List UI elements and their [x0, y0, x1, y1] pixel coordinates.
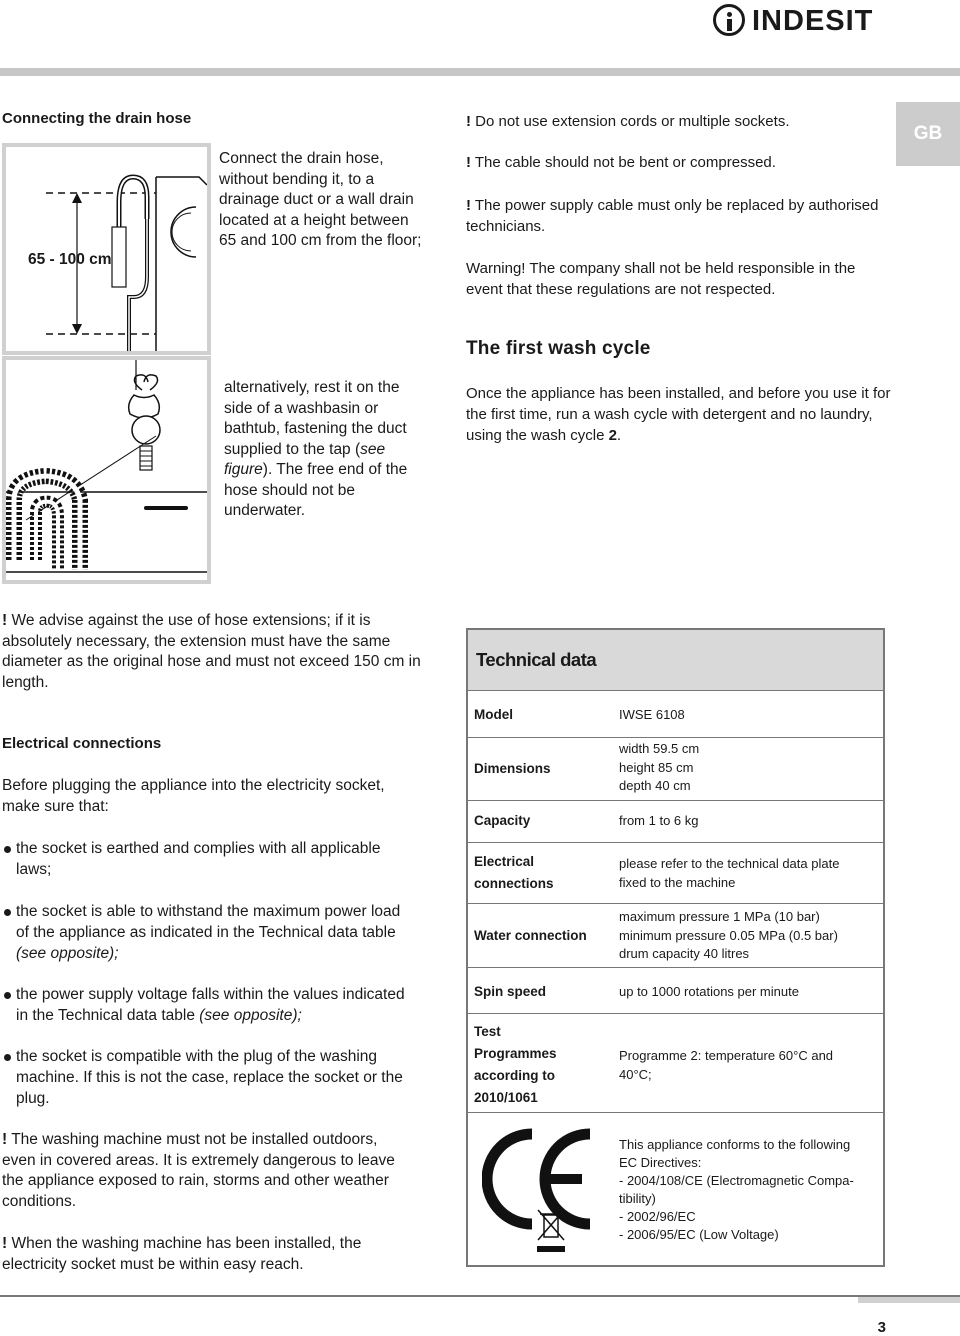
- safety-note-2: [466, 152, 886, 173]
- indesit-logo: [713, 4, 889, 40]
- safety-note-text: The cable should not be bent or compressed.: [471, 154, 776, 171]
- responsibility-warning: Warning! The company shall not be held responsible in the event that these regulations are not respected.: [466, 260, 856, 298]
- ec-line: EC Directives:: [619, 1155, 702, 1170]
- electrical-value-line: please refer to the technical data plate: [619, 856, 840, 871]
- row-divider: [468, 903, 883, 904]
- language-tab: GB: [896, 102, 960, 166]
- dimensions-value: [619, 740, 699, 796]
- hose-extension-warning: [2, 611, 422, 693]
- electrical-label-line: connections: [474, 876, 554, 891]
- ce-mark-icon: [482, 1126, 612, 1256]
- test-value-line: Programme 2: temperature 60°C and: [619, 1048, 834, 1063]
- test-programmes-value: [619, 1047, 833, 1084]
- spin-speed-value: up to 1000 rotations per minute: [619, 984, 799, 999]
- drain-paragraph-1: Connect the drain hose, without bending it, to a drainage duct or a wall drain located at a height between 65 and 100 cm from the floor;: [219, 150, 422, 249]
- max-pressure-value: maximum pressure 1 MPa (10 bar): [619, 909, 820, 924]
- footer-accent: [858, 1297, 960, 1303]
- model-value: IWSE 6108: [619, 707, 685, 722]
- first-wash-end: .: [616, 427, 622, 444]
- test-label-line: 2010/1061: [474, 1090, 538, 1105]
- height-range-label: 65 - 100 cm: [28, 251, 112, 268]
- safety-note-text: Do not use extension cords or multiple sockets.: [471, 113, 790, 130]
- row-divider: [468, 842, 883, 843]
- first-wash-heading: The first wash cycle: [466, 338, 651, 359]
- drain-height-figure: [2, 143, 211, 355]
- technical-data-header: [468, 630, 883, 691]
- water-connection-value: [619, 908, 838, 964]
- first-wash-body: Once the appliance has been installed, and before you use it for the first time, run a wash cycle with detergent and no laundry, using the wash cycle: [466, 385, 891, 444]
- see-opposite-ref: (see opposite);: [199, 1007, 302, 1024]
- warning-mark: !: [466, 197, 471, 214]
- electrical-check-item: [0, 901, 405, 964]
- warning-mark: !: [466, 154, 471, 171]
- electrical-value: [619, 855, 839, 892]
- wash-cycle-number: 2: [608, 427, 617, 444]
- row-divider: [468, 737, 883, 738]
- ec-line: - 2004/108/CE (Electromagnetic Compa-: [619, 1173, 854, 1188]
- drain-duct-illustration: [6, 147, 207, 351]
- ec-line: tibility): [619, 1191, 656, 1206]
- technical-data-title: Technical data: [476, 649, 597, 670]
- washbasin-tap-illustration: [6, 360, 207, 580]
- capacity-value: from 1 to 6 kg: [619, 813, 699, 828]
- drain-paragraph-2: [224, 378, 424, 522]
- socket-reach-note: [2, 1234, 412, 1275]
- model-label: Model: [474, 707, 513, 722]
- check-text: the power supply voltage falls within the values indicated in the Technical data table: [16, 986, 405, 1024]
- outdoor-warning-text: The washing machine must not be installed outdoors, even in covered areas. It is extremely dangerous to leave the appliance exposed to rain, storms and other weather conditions.: [2, 1131, 395, 1210]
- brand-name: INDESIT: [752, 5, 874, 37]
- electrical-intro: Before plugging the appliance into the electricity socket, make sure that:: [2, 777, 385, 815]
- check-text: the socket is earthed and complies with all applicable laws;: [16, 840, 381, 878]
- electrical-check-item: [0, 1046, 405, 1109]
- bullet-icon: [4, 846, 11, 853]
- bullet-icon: [4, 1054, 11, 1061]
- electrical-value-line: fixed to the machine: [619, 874, 736, 890]
- safety-note-3: [466, 195, 886, 237]
- electrical-heading: Electrical connections: [2, 735, 162, 752]
- spin-speed-label: Spin speed: [474, 984, 547, 999]
- outdoor-warning: [2, 1130, 412, 1212]
- header-rule: [0, 68, 960, 76]
- ec-line: - 2006/95/EC (Low Voltage): [619, 1227, 779, 1242]
- ec-line: - 2002/96/EC: [619, 1209, 696, 1224]
- row-divider: [468, 1013, 883, 1014]
- see-opposite-ref: (see opposite);: [16, 945, 119, 962]
- capacity-label: Capacity: [474, 813, 531, 828]
- bullet-icon: [4, 909, 11, 916]
- drain-heading: Connecting the drain hose: [2, 110, 192, 127]
- electrical-check-item: [0, 984, 405, 1026]
- row-divider: [468, 967, 883, 968]
- test-label-line: Test: [474, 1024, 501, 1039]
- hose-extension-text: We advise against the use of hose extensions; if it is absolutely necessary, the extension must have the same diameter as the original hose and must not exceed 150 cm in length.: [2, 612, 421, 691]
- depth-value: depth 40 cm: [619, 778, 691, 793]
- check-text: the socket is able to withstand the maximum power load of the appliance as indicated in the Technical data table: [16, 903, 401, 941]
- test-value-line: 40°C;: [619, 1066, 652, 1082]
- warning-mark: !: [2, 612, 8, 629]
- footer-rule: [0, 1295, 960, 1297]
- warning-mark: !: [2, 1131, 8, 1148]
- warning-mark: !: [2, 1235, 8, 1252]
- height-value: height 85 cm: [619, 759, 694, 775]
- drum-capacity-value: drum capacity 40 litres: [619, 946, 750, 961]
- page-number: 3: [877, 1319, 886, 1336]
- drain-para2-text: alternatively, rest it on the side of a washbasin or bathtub, fastening the duct supplied to the tap (: [224, 379, 407, 458]
- info-i-icon: [713, 4, 745, 36]
- width-value: width 59.5 cm: [619, 741, 700, 756]
- first-wash-text: [466, 383, 891, 446]
- electrical-check-item: [0, 838, 405, 880]
- row-divider: [468, 1112, 883, 1113]
- warning-mark: !: [466, 113, 471, 130]
- min-pressure-value: minimum pressure 0.05 MPa (0.5 bar): [619, 927, 838, 943]
- test-programmes-label: [474, 1021, 557, 1109]
- electrical-label-line: Electrical: [474, 854, 535, 869]
- dimensions-label: Dimensions: [474, 761, 551, 776]
- check-text: the socket is compatible with the plug of the washing machine. If this is not the case, replace the socket or the plug.: [16, 1048, 403, 1107]
- row-divider: [468, 800, 883, 801]
- electrical-label: [474, 851, 554, 895]
- test-label-line: Programmes: [474, 1046, 557, 1061]
- drain-para2-end: ). The free end of the hose should not be underwater.: [224, 461, 408, 519]
- socket-reach-text: When the washing machine has been installed, the electricity socket must be within easy reach.: [2, 1235, 362, 1273]
- washbasin-figure: [2, 356, 211, 584]
- see-figure-ref: see figure: [224, 440, 386, 478]
- ec-line: This appliance conforms to the following: [619, 1137, 851, 1152]
- water-connection-label: Water connection: [474, 928, 587, 943]
- safety-note-text: The power supply cable must only be replaced by authorised technicians.: [466, 197, 879, 235]
- safety-note-1: [466, 111, 886, 132]
- test-label-line: according to: [474, 1068, 556, 1083]
- technical-data-table: [466, 628, 885, 1267]
- ec-directives-text: [619, 1136, 854, 1244]
- bullet-icon: [4, 992, 11, 999]
